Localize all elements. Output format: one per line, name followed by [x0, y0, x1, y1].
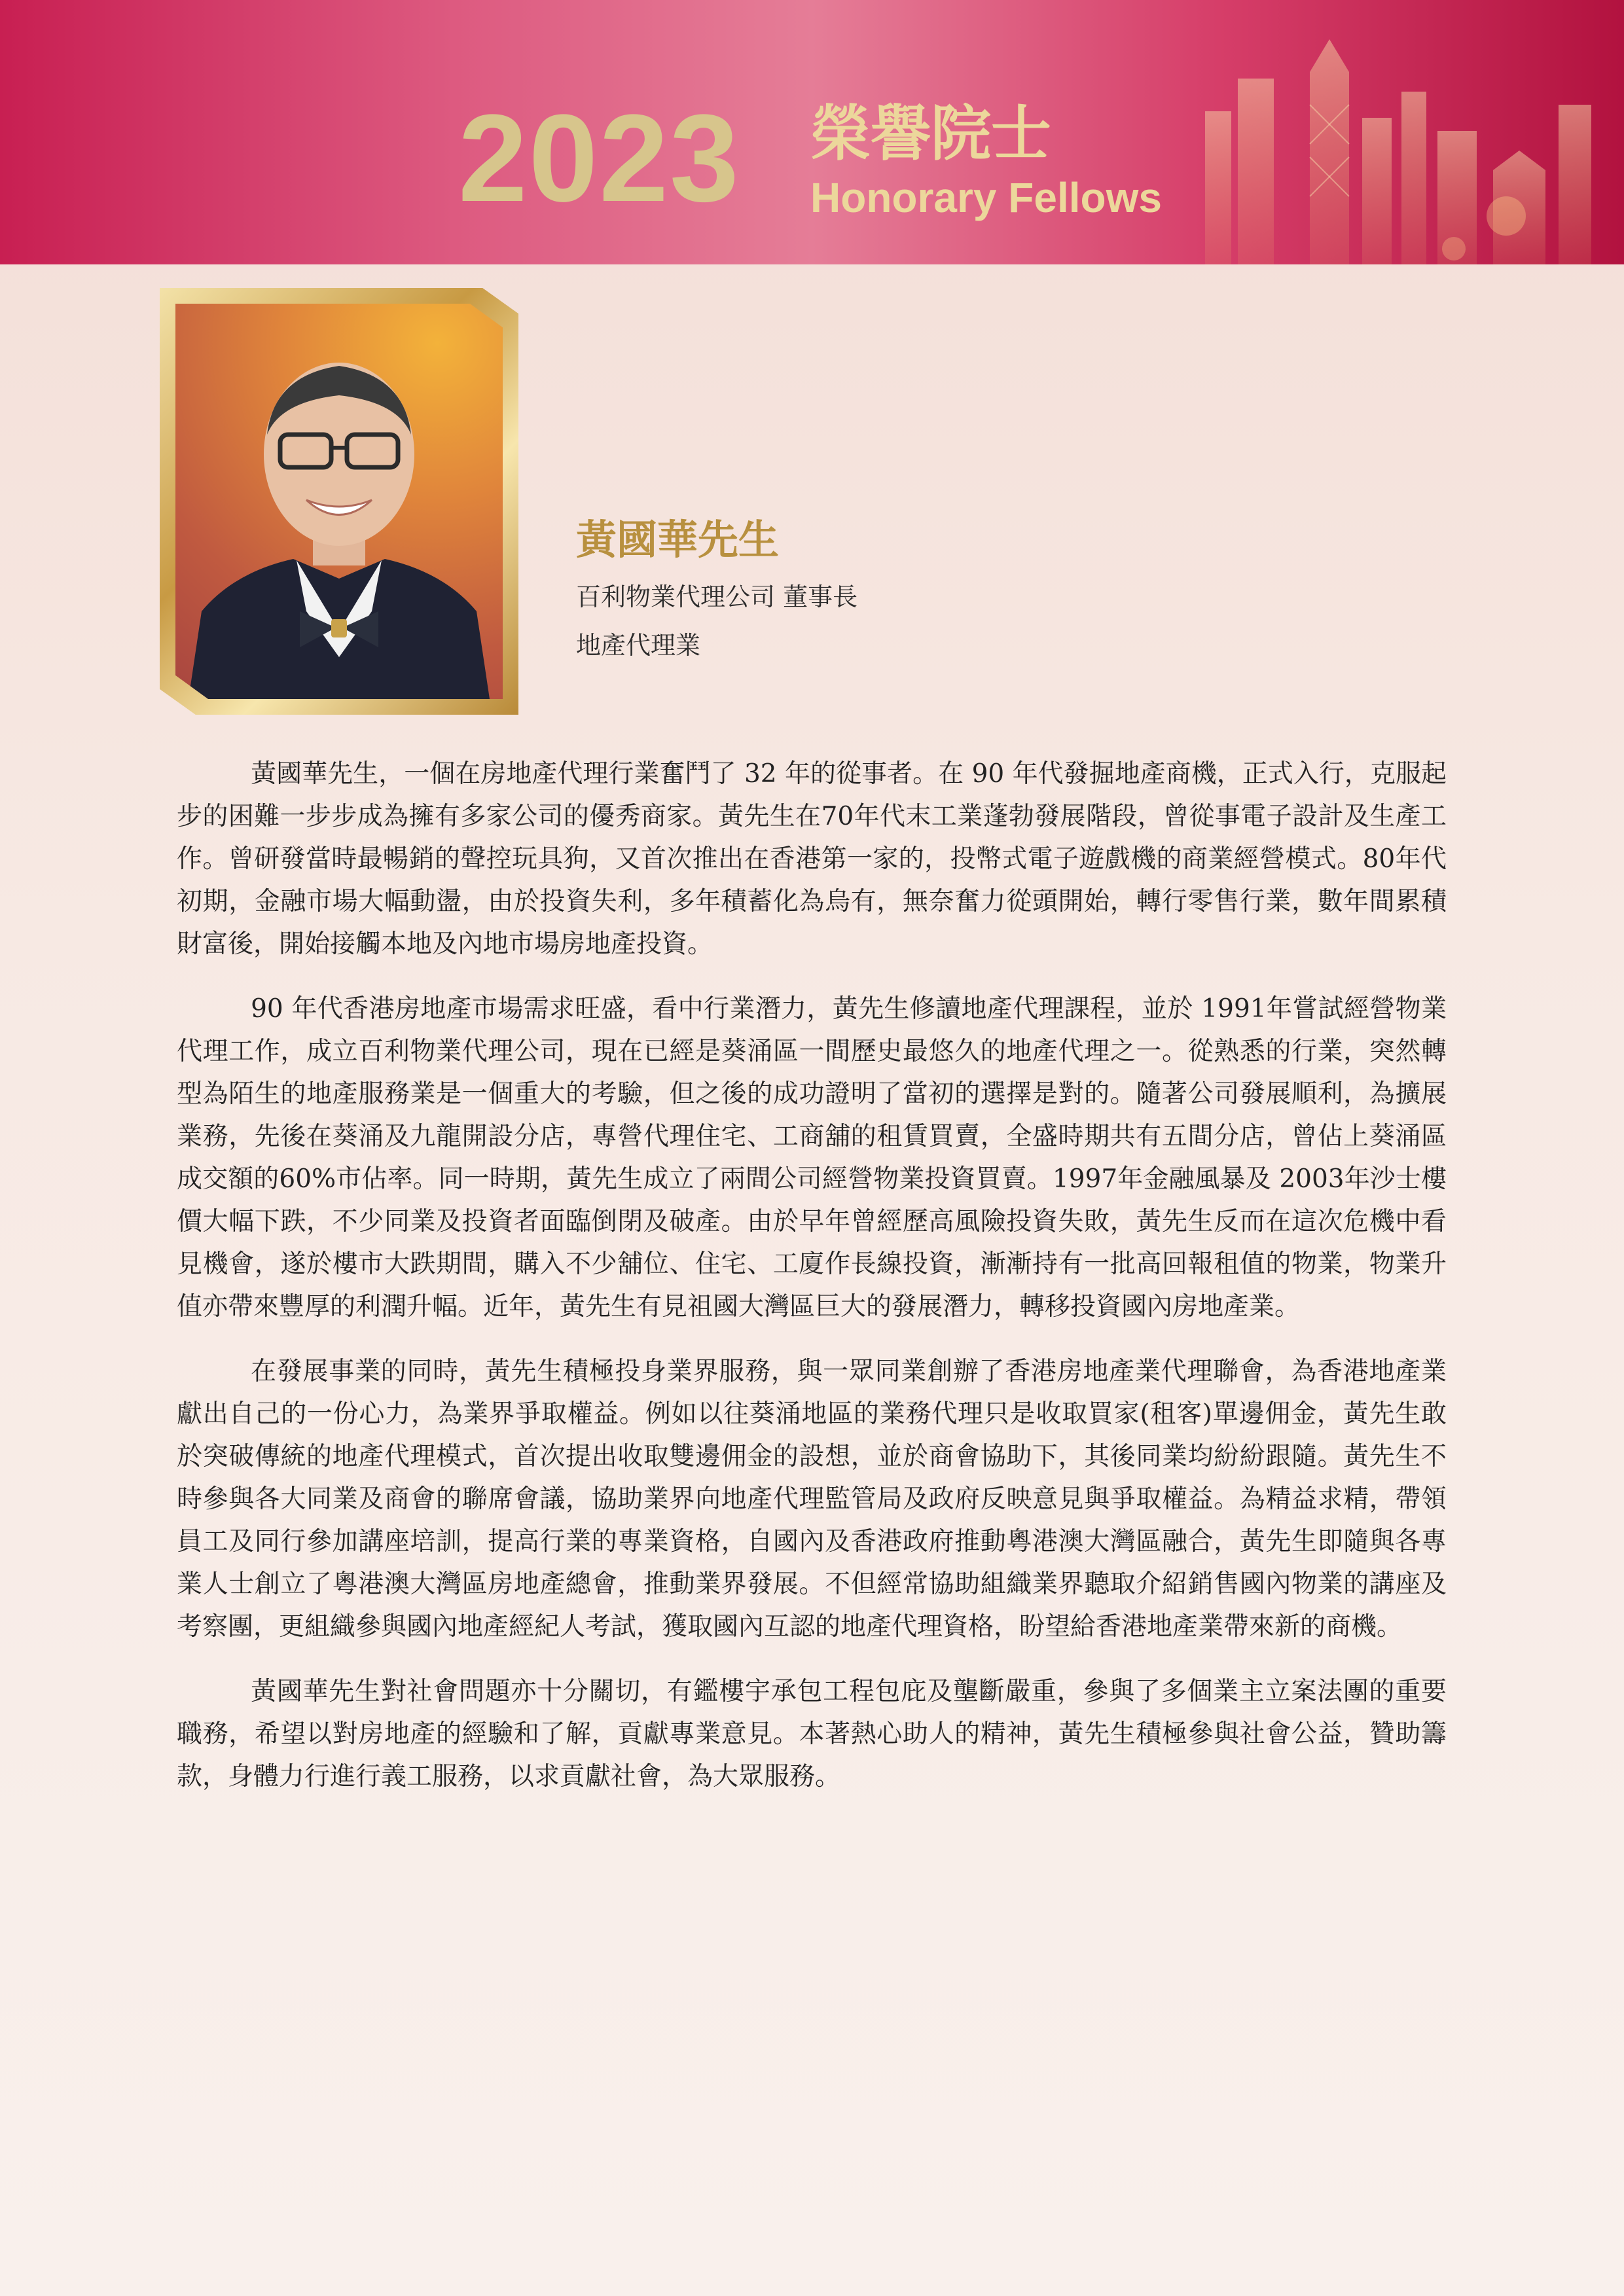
portrait-figure — [175, 304, 503, 699]
header-title-chinese: 榮譽院士 — [810, 99, 1052, 169]
biography-paragraph: 90 年代香港房地產市場需求旺盛，看中行業潛力，黃先生修讀地產代理課程，並於 1991年嘗試經營物業代理工作，成立百利物業代理公司，現在已經是葵涌區一間歷史最悠久的地產代理之一。從熟悉的行業，突然轉型為陌生的地產服務業是一個重大的考驗，但之後的成功證明了當初的選擇是對的。隨著公司發展順利，為擴展業務，先後在葵涌及九龍開設分店，專營代理住宅、工商舖的租賃買賣，全盛時期共有五間分店，曾佔上葵涌區成交額的60%市佔率。同一時期，黃先生成立了兩間公司經營物業投資買賣。1997年金融風暴及 2003年沙士樓價大幅下跌，不少同業及投資者面臨倒閉及破產。由於早年曾經歷高風險投資失敗，黃先生反而在這次危機中看見機會，遂於樓市大跌期間，購入不少舖位、住宅、工廈作長線投資，漸漸持有一批高回報租值的物業，物業升值亦帶來豐厚的利潤升幅。近年，黃先生有見祖國大灣區巨大的發展潛力，轉移投資國內房地產業。 — [177, 994, 1447, 1321]
biography-paragraph: 在發展事業的同時，黃先生積極投身業界服務，與一眾同業創辦了香港房地產業代理聯會，為香港地產業獻出自己的一份心力，為業界爭取權益。例如以往葵涌地區的業務代理只是收取買家(租客)單邊佣金，黃先生敢於突破傳統的地產代理模式，首次提出收取雙邊佣金的設想，並於商會協助下，其後同業均紛紛跟隨。黃先生不時參與各大同業及商會的聯席會議，協助業界向地產代理監管局及政府反映意見與爭取權益。為精益求精，帶領員工及同行參加講座培訓，提高行業的專業資格，自國內及香港政府推動粵港澳大灣區融合，黃先生即隨與各專業人士創立了粵港澳大灣區房地產總會，推動業界發展。不但經常協助組織業界聽取介紹銷售國內物業的講座及考察團，更組織參與國內地產經紀人考試，獲取國內互認的地產代理資格，盼望給香港地產業帶來新的商機。 — [177, 1357, 1447, 1641]
header-title-english: Honorary Fellows — [810, 174, 1162, 221]
fellow-position: 百利物業代理公司 董事長 — [576, 583, 858, 611]
portrait-photo — [175, 304, 503, 699]
fellow-industry: 地產代理業 — [576, 631, 701, 660]
fellow-name: 黃國華先生 — [576, 516, 780, 564]
header-banner — [0, 0, 1624, 264]
biography-paragraph: 黃國華先生，一個在房地產代理行業奮鬥了 32 年的從事者。在 90 年代發掘地產商機，正式入行，克服起步的困難一步步成為擁有多家公司的優秀商家。黃先生在70年代末工業蓬勃發展階段，曾從事電子設計及生產工作。曾研發當時最暢銷的聲控玩具狗，又首次推出在香港第一家的，投幣式電子遊戲機的商業經營模式。80年代初期，金融市場大幅動盪，由於投資失利，多年積蓄化為烏有，無奈奮力從頭開始，轉行零售行業，數年間累積財富後，開始接觸本地及內地市場房地產投資。 — [177, 759, 1447, 959]
biography-paragraph: 黃國華先生對社會問題亦十分關切，有鑑樓宇承包工程包庇及壟斷嚴重，參與了多個業主立案法團的重要職務，希望以對房地產的經驗和了解，貢獻專業意見。本著熱心助人的精神，黃先生積極參與社會公益，贊助籌款，身體力行進行義工服務，以求貢獻社會，為大眾服務。 — [177, 1677, 1447, 1791]
city-skyline-graphic — [1113, 0, 1624, 264]
header-year: 2023 — [458, 89, 740, 228]
biography — [177, 753, 1447, 1820]
portrait-frame — [160, 288, 518, 715]
